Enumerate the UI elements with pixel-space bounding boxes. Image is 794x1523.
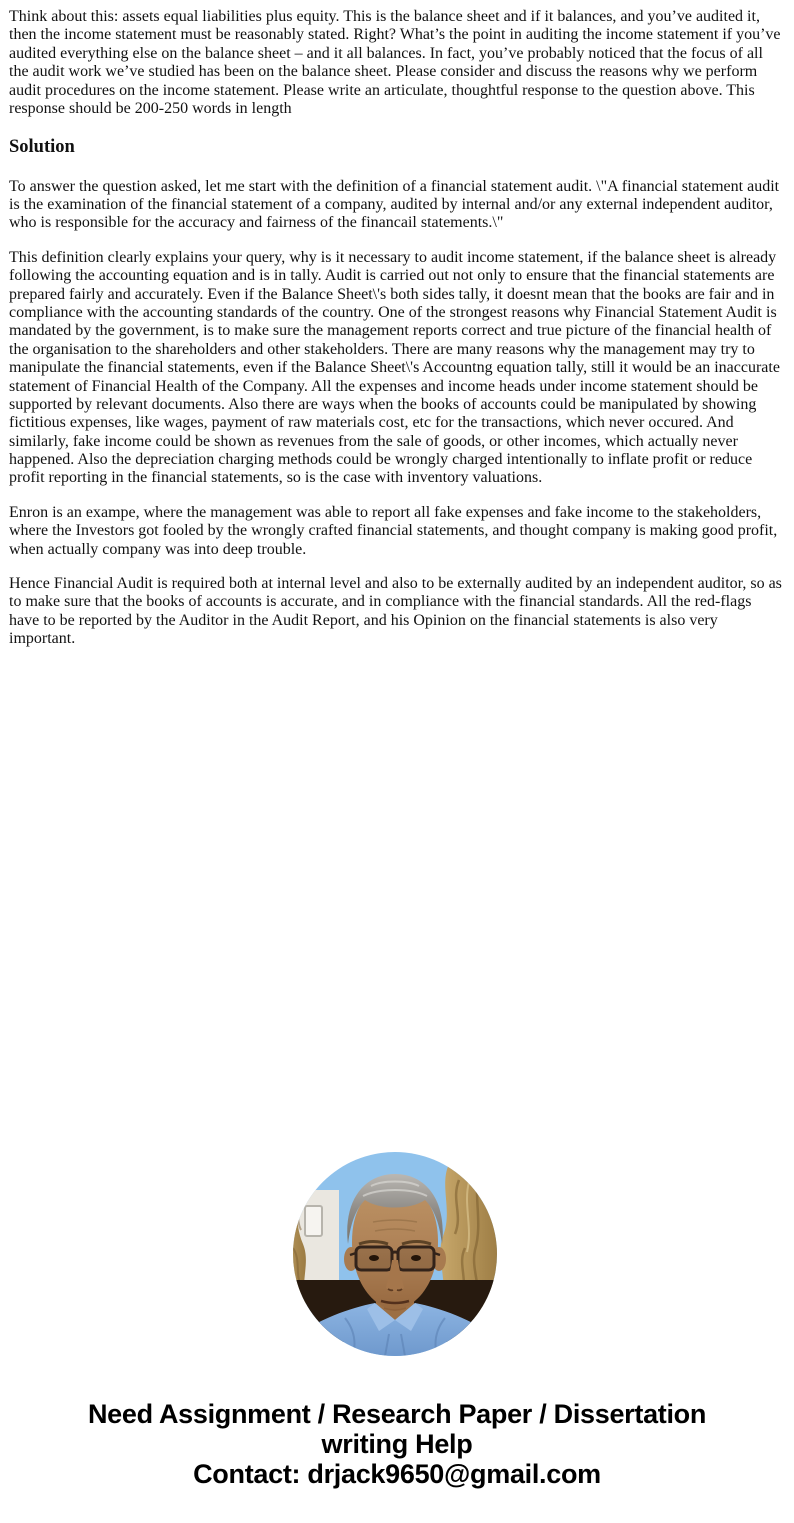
person-photo xyxy=(293,1152,497,1356)
solution-paragraph-2: This definition clearly explains your query, why is it necessary to audit income statement, if the balance sheet is already following the accounting equation and is in tally. Audit is carried out not only to ensure that the financial statements are prepared fairly and accurately. Even if the Balance Sheet\'s both sides tally, it doesnt mean that the books are fair and in compliance with the accounting standards of the country. One of the strongest reasons why Financial Statement Audit is mandated by the government, is to make sure the management reports correct and true picture of the financial health of the organisation to the shareholders and other stakeholders. There are many reasons why the management may try to manipulate the financial statements, even if the Balance Sheet\'s Accountng equation tally, still it would be an inaccurate statement of Financial Health of the Company. All the expenses and income heads under income statement should be supported by relevant documents. Also there are ways when the books of accounts could be manipulated by showing fictitious expenses, like wages, payment of raw materials cost, etc for the transactions, which never occured. And similarly, fake income could be shown as revenues from the sale of goods, or other incomes, which actually never happened. Also the depreciation charging methods could be wrongly charged intentionally to inflate profit or reduce profit reporting in the financial statements, so is the case with inventory valuations. xyxy=(9,248,780,487)
solution-paragraph-3: Enron is an exampe, where the management was able to report all fake expenses and fake income to the stakeholders, where the Investors got fooled by the wrongly crafted financial statements, and thought company is making good profit, when actually company was into deep trouble. xyxy=(9,503,778,558)
solution-heading: Solution xyxy=(9,137,75,158)
solution-paragraph-1: To answer the question asked, let me start with the definition of a financial statement audit. \"A financial statement audit is the examination of the financial statement of a company, audited by internal and/or any external independent auditor, who is responsible for the accuracy and fairness of the financail statements.\" xyxy=(9,177,780,232)
question-paragraph: Think about this: assets equal liabilities plus equity. This is the balance sheet and if it balances, and you’ve audited it, then the income statement must be reasonably stated. Right? What’s the point in auditing the income statement if you’ve audited everything else on the balance sheet – and it all balances. In fact, you’ve probably noticed that the focus of all the audit work we’ve studied has been on the balance sheet. Please consider and discuss the reasons why we perform audit procedures on the income statement. Please write an articulate, thoughtful response to the question above. This response should be 200-250 words in length xyxy=(9,8,781,117)
solution-paragraph-4: Hence Financial Audit is required both at internal level and also to be externally audited by an independent auditor, so as to make sure that the books of accounts is accurate, and in compliance with the financial standards. All the red-flags have to be reported by the Auditor in the Audit Report, and his Opinion on the financial statements is also very important. xyxy=(9,575,782,648)
person-avatar xyxy=(293,1152,497,1356)
promo-line-1: Need Assignment / Research Paper / Dissertation xyxy=(87,1399,707,1429)
promo-line-2: writing Help xyxy=(321,1429,473,1459)
promo-contact-email: Contact: drjack9650@gmail.com xyxy=(193,1459,601,1489)
promo-banner xyxy=(0,1399,794,1489)
document-text xyxy=(0,0,794,665)
